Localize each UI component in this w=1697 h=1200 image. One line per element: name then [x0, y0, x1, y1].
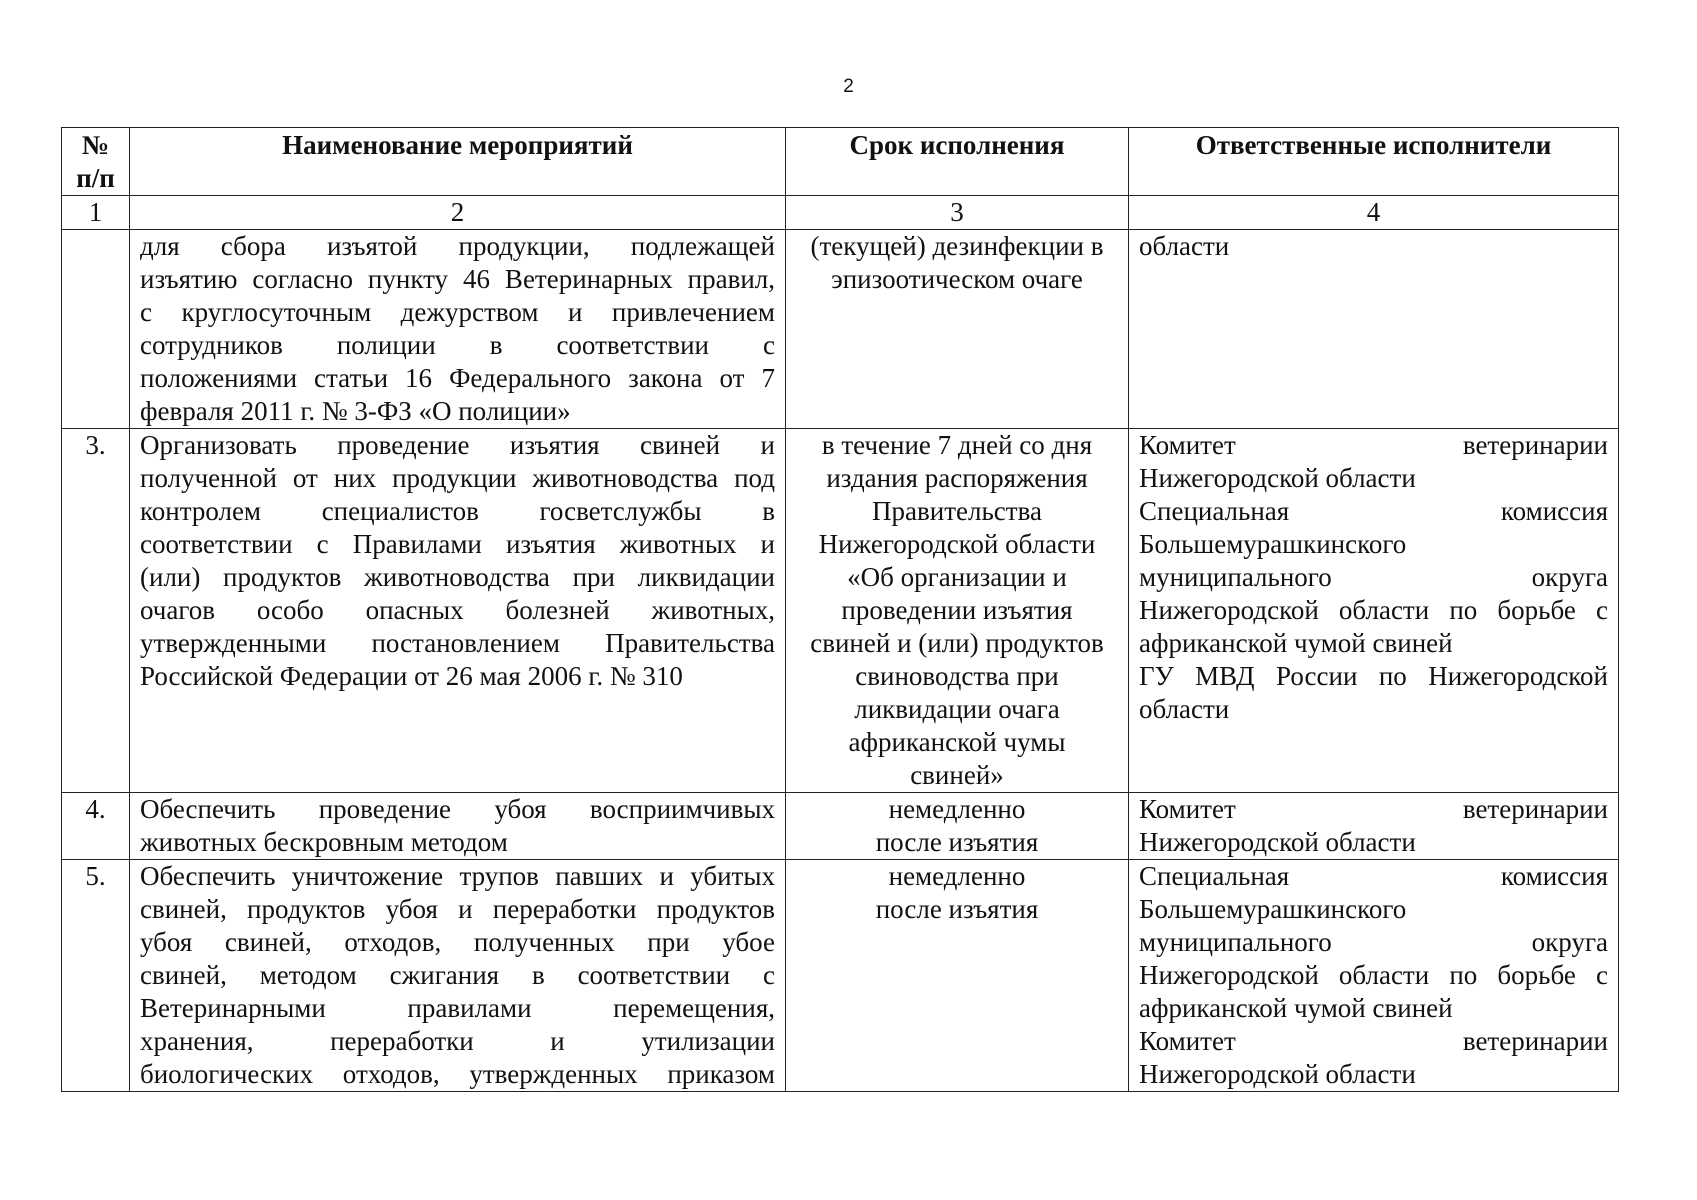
responsible-line: Большемурашкинского — [1139, 529, 1407, 559]
term-line: после изъятия — [875, 827, 1039, 857]
header-responsible: Ответственные исполнители — [1129, 128, 1619, 196]
measure-line: Обеспечить уничтожение трупов павших и убитых — [140, 861, 775, 891]
table-body — [62, 196, 1619, 1092]
row-number: 5. — [62, 860, 130, 1092]
table-row — [62, 793, 1619, 860]
measure-line: свиней, методом сжигания в соответствии с — [140, 960, 775, 990]
measure-line: Организовать проведение изъятия свиней и — [140, 430, 775, 460]
responsible-line: Нижегородской области — [1139, 463, 1416, 493]
table-row — [62, 429, 1619, 793]
term-line: (текущей) дезинфекции в — [810, 231, 1104, 261]
column-index: 4 — [1129, 196, 1619, 230]
term-line: свиноводства при — [855, 661, 1059, 691]
responsible-line: Нижегородской области по борьбе с — [1139, 595, 1608, 625]
term-cell — [786, 230, 1129, 429]
term-line: свиней и (или) продуктов — [810, 628, 1104, 658]
row-number — [62, 230, 130, 429]
responsible-line: области — [1139, 231, 1230, 261]
table-header — [62, 128, 1619, 196]
responsible-line: ГУ МВД России по Нижегородской — [1139, 661, 1608, 691]
measure-line: хранения, переработки и утилизации — [140, 1026, 775, 1056]
measure-line: очагов особо опасных болезней животных, — [140, 595, 775, 625]
measure-cell — [130, 429, 786, 793]
measure-line: соответствии с Правилами изъятия животных и — [140, 529, 775, 559]
header-row — [62, 128, 1619, 196]
table-row — [62, 860, 1619, 1092]
measure-cell — [130, 230, 786, 429]
measure-line: убоя свиней, отходов, полученных при убое — [140, 927, 775, 957]
responsible-line: африканской чумой свиней — [1139, 993, 1453, 1023]
row-number: 4. — [62, 793, 130, 860]
term-line: немедленно — [888, 794, 1026, 824]
measures-table — [61, 127, 1619, 1092]
row-number: 3. — [62, 429, 130, 793]
measure-line: для сбора изъятой продукции, подлежащей — [140, 231, 775, 261]
measure-line: с круглосуточным дежурством и привлечением — [140, 297, 775, 327]
table-row — [62, 230, 1619, 429]
measure-line: февраля 2011 г. № 3-ФЗ «О полиции» — [140, 396, 571, 426]
term-line: издания распоряжения — [826, 463, 1088, 493]
header-measures: Наименование мероприятий — [130, 128, 786, 196]
measure-line: Российской Федерации от 26 мая 2006 г. № 310 — [140, 661, 683, 691]
responsible-cell — [1129, 860, 1619, 1092]
term-cell — [786, 860, 1129, 1092]
term-line: африканской чумы — [848, 727, 1066, 757]
term-line: эпизоотическом очаге — [831, 264, 1083, 294]
column-index: 2 — [130, 196, 786, 230]
column-index-row — [62, 196, 1619, 230]
column-index: 3 — [786, 196, 1129, 230]
measure-line: сотрудников полиции в соответствии с — [140, 330, 775, 360]
page-number: 2 — [843, 76, 854, 97]
term-cell — [786, 793, 1129, 860]
measure-line: Ветеринарными правилами перемещения, — [140, 993, 775, 1023]
responsible-cell — [1129, 793, 1619, 860]
responsible-line: Нижегородской области — [1139, 827, 1416, 857]
responsible-line: Специальная комиссия — [1139, 496, 1608, 526]
measure-line: контролем специалистов госветслужбы в — [140, 496, 775, 526]
term-line: в течение 7 дней со дня — [821, 430, 1093, 460]
measure-line: положениями статьи 16 Федерального закона от 7 — [140, 363, 775, 393]
responsible-line: Специальная комиссия — [1139, 861, 1608, 891]
measure-line: утвержденными постановлением Правительства — [140, 628, 775, 658]
measure-line: свиней, продуктов убоя и переработки продуктов — [140, 894, 775, 924]
measure-line: полученной от них продукции животноводства под — [140, 463, 775, 493]
term-line: Правительства — [872, 496, 1042, 526]
responsible-line: области — [1139, 694, 1230, 724]
responsible-line: Комитет ветеринарии — [1139, 1026, 1608, 1056]
responsible-line: Комитет ветеринарии — [1139, 794, 1608, 824]
responsible-cell — [1129, 230, 1619, 429]
responsible-line: Нижегородской области — [1139, 1059, 1416, 1089]
term-line: ликвидации очага — [854, 694, 1060, 724]
term-line: «Об организации и — [847, 562, 1067, 592]
header-number-line: п/п — [76, 163, 115, 193]
responsible-line: Большемурашкинского — [1139, 894, 1407, 924]
header-number-line: № — [81, 130, 110, 160]
measure-line: изъятию согласно пункту 46 Ветеринарных правил, — [140, 264, 775, 294]
term-line: Нижегородской области — [818, 529, 1096, 559]
term-line: проведении изъятия — [841, 595, 1073, 625]
responsible-line: муниципального округа — [1139, 927, 1608, 957]
header-number — [62, 128, 130, 196]
column-index: 1 — [62, 196, 130, 230]
measure-line: биологических отходов, утвержденных приказом — [140, 1059, 775, 1089]
responsible-line: Комитет ветеринарии — [1139, 430, 1608, 460]
header-term: Срок исполнения — [786, 128, 1129, 196]
responsible-line: африканской чумой свиней — [1139, 628, 1453, 658]
measure-line: Обеспечить проведение убоя восприимчивых — [140, 794, 775, 824]
measure-line: животных бескровным методом — [140, 827, 508, 857]
measure-cell — [130, 860, 786, 1092]
measure-cell — [130, 793, 786, 860]
responsible-cell — [1129, 429, 1619, 793]
term-line: после изъятия — [875, 894, 1039, 924]
responsible-line: муниципального округа — [1139, 562, 1608, 592]
term-line: немедленно — [888, 861, 1026, 891]
term-cell — [786, 429, 1129, 793]
measure-line: (или) продуктов животноводства при ликвидации — [140, 562, 775, 592]
term-line: свиней» — [910, 760, 1004, 790]
responsible-line: Нижегородской области по борьбе с — [1139, 960, 1608, 990]
